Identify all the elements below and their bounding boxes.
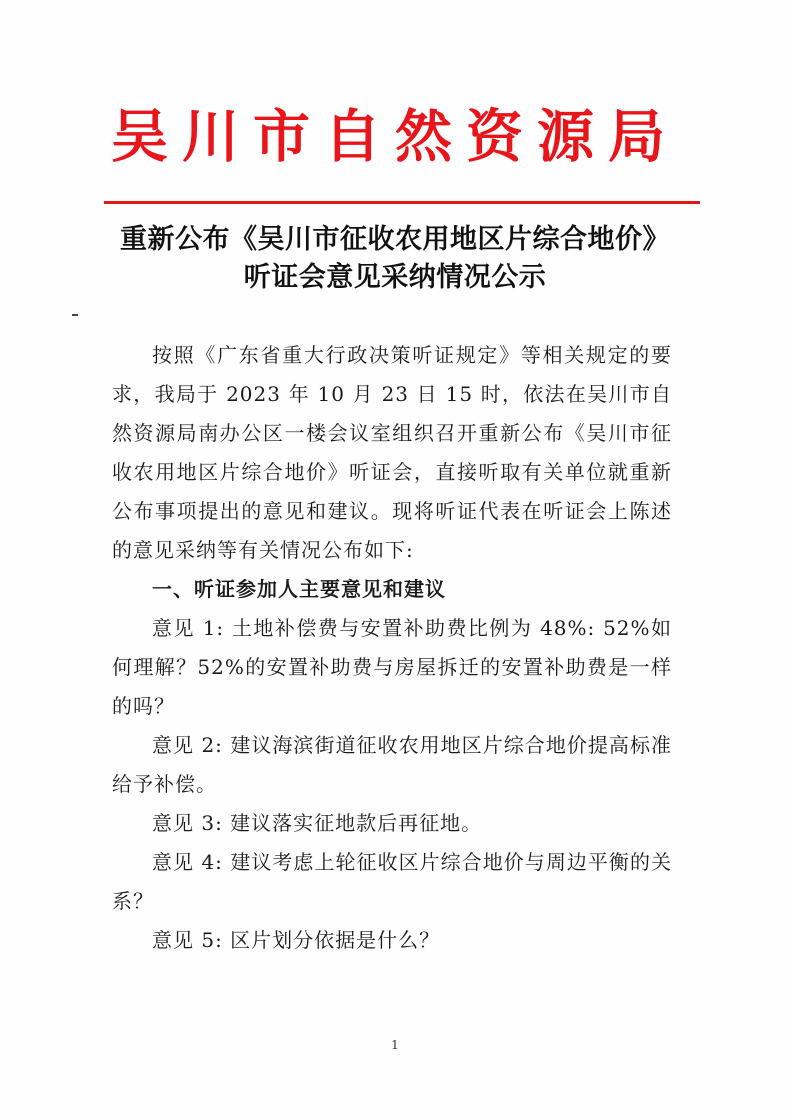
agency-letterhead: 吴川市自然资源局 <box>111 104 679 170</box>
document-body <box>112 336 672 960</box>
scan-artifact-mark <box>72 314 78 316</box>
letterhead-red-rule <box>104 201 700 204</box>
document-title-line-2: 听证会意见采纳情况公示 <box>243 262 547 293</box>
page-number: 1 <box>391 1038 399 1052</box>
opinion-item: 意见 5: 区片划分依据是什么？ <box>152 928 441 952</box>
opinion-item: 意见 3: 建议落实征地款后再征地。 <box>152 811 483 835</box>
opinion-item: 意见 2: 建议海滨街道征收农用地区片综合地价提高标准给予补偿。 <box>112 733 672 796</box>
opinion-item: 意见 1: 土地补偿费与安置补助费比例为 48%: 52%如何理解？52%的安置补助费与房屋拆迁的安置补助费是一样的吗？ <box>112 616 672 718</box>
intro-paragraph: 按照《广东省重大行政决策听证规定》等相关规定的要求，我局于 2023 年 10 月 23 日 15 时，依法在吴川市自然资源局南办公区一楼会议室组织召开重新公布《吴川市征收农用地区片综合地价》听证会，直接听取有关单位就重新公布事项提出的意见和建议。现将听证代表在听证会上陈述的意见采纳等有关情况公布如下: <box>112 343 672 562</box>
document-title-line-1: 重新公布《吴川市征收农用地区片综合地价》 <box>120 224 670 255</box>
opinion-item: 意见 4: 建议考虑上轮征收区片综合地价与周边平衡的关系？ <box>112 850 672 913</box>
section-heading: 一、听证参加人主要意见和建议 <box>152 577 446 601</box>
